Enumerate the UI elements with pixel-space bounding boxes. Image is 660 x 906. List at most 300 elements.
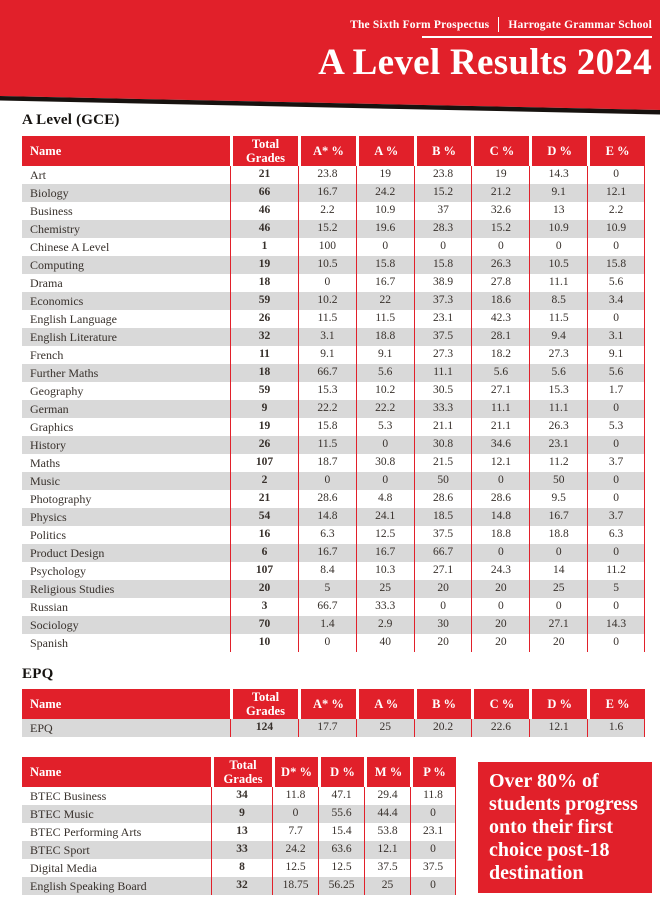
table-row: [22, 544, 645, 562]
value-cell: 11.5: [298, 310, 356, 328]
column-header: Total Grades: [230, 689, 298, 719]
table-row: [22, 400, 645, 418]
value-cell: 12.5: [272, 859, 318, 877]
total-grades-cell: 34: [211, 787, 272, 805]
value-cell: 20: [414, 580, 472, 598]
value-cell: 7.7: [272, 823, 318, 841]
value-cell: 22: [356, 292, 414, 310]
header-row: [22, 757, 456, 787]
epq-results-table: [22, 689, 645, 737]
row-name: Sociology: [30, 618, 79, 632]
value-cell: 1.4: [298, 616, 356, 634]
total-grades-cell: 19: [230, 418, 298, 436]
value-cell: 12.5: [318, 859, 364, 877]
value-cell: 100: [298, 238, 356, 256]
value-cell: 28.6: [414, 490, 472, 508]
total-grades-cell: 11: [230, 346, 298, 364]
value-cell: 23.1: [410, 823, 456, 841]
value-cell: 11.8: [410, 787, 456, 805]
value-cell: 24.2: [272, 841, 318, 859]
value-cell: 0: [272, 805, 318, 823]
row-name: BTEC Business: [30, 789, 107, 803]
table-row: [22, 562, 645, 580]
value-cell: 21.1: [471, 418, 529, 436]
total-grades-cell: 9: [230, 400, 298, 418]
value-cell: 20.2: [414, 719, 472, 737]
value-cell: 0: [414, 598, 472, 616]
page-title: A Level Results 2024: [318, 42, 652, 83]
value-cell: 23.1: [529, 436, 587, 454]
value-cell: 20: [529, 634, 587, 652]
value-cell: 28.3: [414, 220, 472, 238]
value-cell: 10.9: [587, 220, 645, 238]
table-row: [22, 166, 645, 184]
value-cell: 0: [587, 634, 645, 652]
value-cell: 24.1: [356, 508, 414, 526]
value-cell: 18.8: [471, 526, 529, 544]
total-grades-cell: 8: [211, 859, 272, 877]
value-cell: 29.4: [364, 787, 410, 805]
value-cell: 0: [529, 238, 587, 256]
value-cell: 27.8: [471, 274, 529, 292]
alevel-results-table: [22, 136, 645, 652]
value-cell: 0: [410, 805, 456, 823]
value-cell: 23.1: [414, 310, 472, 328]
value-cell: 0: [587, 166, 645, 184]
value-cell: 16.7: [356, 544, 414, 562]
total-grades-cell: 32: [230, 328, 298, 346]
value-cell: 66.7: [298, 364, 356, 382]
row-name: Spanish: [30, 636, 69, 650]
total-grades-cell: 46: [230, 202, 298, 220]
value-cell: 11.1: [529, 274, 587, 292]
table-row: [22, 526, 645, 544]
value-cell: 5.6: [529, 364, 587, 382]
table-row: [22, 418, 645, 436]
row-name: Photography: [30, 492, 92, 506]
column-header: A %: [356, 136, 414, 166]
value-cell: 19.6: [356, 220, 414, 238]
column-header: E %: [587, 136, 645, 166]
total-grades-cell: 54: [230, 508, 298, 526]
value-cell: 15.8: [298, 418, 356, 436]
value-cell: 16.7: [298, 184, 356, 202]
banner-meta: [350, 17, 652, 32]
row-name: Art: [30, 168, 46, 182]
row-name: BTEC Sport: [30, 843, 90, 857]
value-cell: 3.1: [298, 328, 356, 346]
value-cell: 8.5: [529, 292, 587, 310]
value-cell: 26.3: [529, 418, 587, 436]
value-cell: 19: [471, 166, 529, 184]
total-grades-cell: 32: [211, 877, 272, 895]
value-cell: 50: [414, 472, 472, 490]
value-cell: 28.1: [471, 328, 529, 346]
value-cell: 9.1: [356, 346, 414, 364]
row-name: History: [30, 438, 66, 452]
value-cell: 11.5: [356, 310, 414, 328]
total-grades-cell: 9: [211, 805, 272, 823]
value-cell: 26.3: [471, 256, 529, 274]
table-row: [22, 472, 645, 490]
value-cell: 23.8: [298, 166, 356, 184]
table-row: [22, 238, 645, 256]
value-cell: 10.2: [356, 382, 414, 400]
value-cell: 11.2: [529, 454, 587, 472]
value-cell: 20: [414, 634, 472, 652]
column-header: E %: [587, 689, 645, 719]
value-cell: 3.4: [587, 292, 645, 310]
table-row: [22, 490, 645, 508]
value-cell: 2.2: [587, 202, 645, 220]
value-cell: 15.3: [298, 382, 356, 400]
value-cell: 27.1: [471, 382, 529, 400]
row-name: English Literature: [30, 330, 117, 344]
value-cell: 24.3: [471, 562, 529, 580]
value-cell: 55.6: [318, 805, 364, 823]
table-row: [22, 382, 645, 400]
total-grades-cell: 26: [230, 310, 298, 328]
value-cell: 22.6: [471, 719, 529, 737]
table-row: [22, 328, 645, 346]
total-grades-cell: 59: [230, 382, 298, 400]
row-name: Chemistry: [30, 222, 80, 236]
column-header: D %: [529, 136, 587, 166]
total-grades-cell: 70: [230, 616, 298, 634]
value-cell: 2.9: [356, 616, 414, 634]
value-cell: 16.7: [356, 274, 414, 292]
value-cell: 9.1: [587, 346, 645, 364]
value-cell: 37.5: [410, 859, 456, 877]
total-grades-cell: 124: [230, 719, 298, 737]
row-name: Psychology: [30, 564, 87, 578]
value-cell: 0: [587, 238, 645, 256]
value-cell: 14.8: [471, 508, 529, 526]
value-cell: 18.7: [298, 454, 356, 472]
total-grades-cell: 18: [230, 364, 298, 382]
callout-line: Over 80% of: [489, 770, 599, 792]
row-name: Economics: [30, 294, 84, 308]
value-cell: 5: [587, 580, 645, 598]
value-cell: 10.9: [356, 202, 414, 220]
header-banner: [0, 0, 660, 118]
value-cell: 0: [529, 544, 587, 562]
value-cell: 27.3: [529, 346, 587, 364]
total-grades-cell: 33: [211, 841, 272, 859]
value-cell: 15.2: [414, 184, 472, 202]
value-cell: 23.8: [414, 166, 472, 184]
value-cell: 10.3: [356, 562, 414, 580]
column-header: Name: [22, 136, 230, 166]
value-cell: 4.8: [356, 490, 414, 508]
column-header: M %: [364, 757, 410, 787]
table-row: [22, 274, 645, 292]
value-cell: 6.3: [587, 526, 645, 544]
table-row: [22, 454, 645, 472]
value-cell: 44.4: [364, 805, 410, 823]
value-cell: 0: [356, 436, 414, 454]
value-cell: 5.6: [587, 274, 645, 292]
value-cell: 12.1: [471, 454, 529, 472]
value-cell: 9.4: [529, 328, 587, 346]
value-cell: 38.9: [414, 274, 472, 292]
value-cell: 0: [587, 310, 645, 328]
row-name: Drama: [30, 276, 63, 290]
value-cell: 0: [587, 490, 645, 508]
callout-line: choice post-18: [489, 839, 610, 861]
value-cell: 15.3: [529, 382, 587, 400]
column-header: D %: [529, 689, 587, 719]
total-grades-cell: 16: [230, 526, 298, 544]
value-cell: 1.7: [587, 382, 645, 400]
value-cell: 20: [471, 616, 529, 634]
value-cell: 56.25: [318, 877, 364, 895]
total-grades-cell: 6: [230, 544, 298, 562]
column-header: D* %: [272, 757, 318, 787]
value-cell: 12.1: [364, 841, 410, 859]
value-cell: 11.1: [471, 400, 529, 418]
banner-underline: [422, 36, 652, 38]
value-cell: 37.5: [414, 328, 472, 346]
row-name: Graphics: [30, 420, 74, 434]
value-cell: 53.8: [364, 823, 410, 841]
total-grades-cell: 19: [230, 256, 298, 274]
row-name: BTEC Performing Arts: [30, 825, 142, 839]
table-row: [22, 364, 645, 382]
value-cell: 37.3: [414, 292, 472, 310]
value-cell: 30: [414, 616, 472, 634]
value-cell: 30.5: [414, 382, 472, 400]
column-header: D %: [318, 757, 364, 787]
column-header: Name: [22, 757, 211, 787]
value-cell: 0: [471, 544, 529, 562]
value-cell: 22.2: [356, 400, 414, 418]
row-name: BTEC Music: [30, 807, 94, 821]
row-name: Religious Studies: [30, 582, 115, 596]
callout-line: onto their first: [489, 816, 614, 838]
value-cell: 0: [471, 598, 529, 616]
value-cell: 15.2: [471, 220, 529, 238]
value-cell: 25: [356, 580, 414, 598]
row-name: Product Design: [30, 546, 105, 560]
value-cell: 15.8: [587, 256, 645, 274]
value-cell: 14.3: [587, 616, 645, 634]
value-cell: 66.7: [298, 598, 356, 616]
table-row: [22, 616, 645, 634]
row-name: English Speaking Board: [30, 879, 147, 893]
value-cell: 21.1: [414, 418, 472, 436]
value-cell: 1.6: [587, 719, 645, 737]
value-cell: 0: [587, 472, 645, 490]
value-cell: 10.5: [298, 256, 356, 274]
row-name: Digital Media: [30, 861, 97, 875]
table-row: [22, 184, 645, 202]
row-name: Computing: [30, 258, 85, 272]
value-cell: 20: [471, 580, 529, 598]
value-cell: 27.1: [529, 616, 587, 634]
value-cell: 18.6: [471, 292, 529, 310]
value-cell: 18.8: [529, 526, 587, 544]
value-cell: 33.3: [356, 598, 414, 616]
value-cell: 8.4: [298, 562, 356, 580]
column-header: A* %: [298, 689, 356, 719]
value-cell: 0: [410, 841, 456, 859]
row-name: Russian: [30, 600, 69, 614]
table-row: [22, 877, 456, 895]
value-cell: 40: [356, 634, 414, 652]
value-cell: 11.5: [529, 310, 587, 328]
column-header: C %: [471, 136, 529, 166]
value-cell: 37.5: [364, 859, 410, 877]
column-header: A* %: [298, 136, 356, 166]
row-name: Business: [30, 204, 73, 218]
column-header: P %: [410, 757, 456, 787]
value-cell: 0: [587, 598, 645, 616]
value-cell: 0: [587, 400, 645, 418]
column-header: A %: [356, 689, 414, 719]
value-cell: 32.6: [471, 202, 529, 220]
value-cell: 0: [410, 877, 456, 895]
value-cell: 17.7: [298, 719, 356, 737]
total-grades-cell: 46: [230, 220, 298, 238]
total-grades-cell: 26: [230, 436, 298, 454]
table-row: [22, 598, 645, 616]
value-cell: 5: [298, 580, 356, 598]
total-grades-cell: 20: [230, 580, 298, 598]
row-name: Further Maths: [30, 366, 99, 380]
value-cell: 12.1: [587, 184, 645, 202]
total-grades-cell: 107: [230, 454, 298, 472]
value-cell: 14.3: [529, 166, 587, 184]
total-grades-cell: 107: [230, 562, 298, 580]
column-header: B %: [414, 136, 472, 166]
value-cell: 21.2: [471, 184, 529, 202]
progression-callout: [478, 762, 652, 893]
value-cell: 27.3: [414, 346, 472, 364]
row-name: Physics: [30, 510, 67, 524]
table-row: [22, 508, 645, 526]
value-cell: 0: [529, 598, 587, 616]
btec-results-table: [22, 757, 456, 895]
table-row: [22, 805, 456, 823]
value-cell: 12.1: [529, 719, 587, 737]
value-cell: 20: [471, 634, 529, 652]
value-cell: 15.8: [414, 256, 472, 274]
table-row: [22, 202, 645, 220]
total-grades-cell: 2: [230, 472, 298, 490]
value-cell: 14.8: [298, 508, 356, 526]
row-name: French: [30, 348, 64, 362]
prospectus-label: The Sixth Form Prospectus: [350, 18, 490, 31]
value-cell: 11.1: [414, 364, 472, 382]
value-cell: 19: [356, 166, 414, 184]
table-row: [22, 634, 645, 652]
value-cell: 0: [298, 472, 356, 490]
value-cell: 16.7: [529, 508, 587, 526]
row-name: Geography: [30, 384, 84, 398]
value-cell: 9.1: [529, 184, 587, 202]
total-grades-cell: 21: [230, 490, 298, 508]
value-cell: 5.6: [356, 364, 414, 382]
column-header: Total Grades: [230, 136, 298, 166]
value-cell: 11.5: [298, 436, 356, 454]
value-cell: 10.5: [529, 256, 587, 274]
table-row: [22, 256, 645, 274]
value-cell: 37.5: [414, 526, 472, 544]
row-name: Politics: [30, 528, 67, 542]
column-header: B %: [414, 689, 472, 719]
value-cell: 27.1: [414, 562, 472, 580]
total-grades-cell: 21: [230, 166, 298, 184]
value-cell: 9.5: [529, 490, 587, 508]
value-cell: 25: [364, 877, 410, 895]
value-cell: 10.2: [298, 292, 356, 310]
row-name: Chinese A Level: [30, 240, 110, 254]
value-cell: 5.3: [356, 418, 414, 436]
value-cell: 5.3: [587, 418, 645, 436]
value-cell: 24.2: [356, 184, 414, 202]
table-row: [22, 823, 456, 841]
value-cell: 16.7: [298, 544, 356, 562]
table-row: [22, 580, 645, 598]
epq-section-heading: EPQ: [22, 666, 54, 682]
header-row: [22, 136, 645, 166]
table-row: [22, 292, 645, 310]
value-cell: 47.1: [318, 787, 364, 805]
total-grades-cell: 13: [211, 823, 272, 841]
table-row: [22, 436, 645, 454]
value-cell: 13: [529, 202, 587, 220]
value-cell: 3.7: [587, 508, 645, 526]
value-cell: 18.2: [471, 346, 529, 364]
value-cell: 33.3: [414, 400, 472, 418]
column-header: Total Grades: [211, 757, 272, 787]
value-cell: 34.6: [471, 436, 529, 454]
total-grades-cell: 18: [230, 274, 298, 292]
value-cell: 25: [356, 719, 414, 737]
total-grades-cell: 66: [230, 184, 298, 202]
table-row: [22, 719, 645, 737]
value-cell: 0: [356, 238, 414, 256]
divider: [498, 17, 499, 32]
value-cell: 25: [529, 580, 587, 598]
school-name: Harrogate Grammar School: [508, 18, 652, 31]
value-cell: 6.3: [298, 526, 356, 544]
value-cell: 2.2: [298, 202, 356, 220]
table-row: [22, 841, 456, 859]
value-cell: 0: [587, 436, 645, 454]
value-cell: 30.8: [356, 454, 414, 472]
row-name: Maths: [30, 456, 60, 470]
value-cell: 18.8: [356, 328, 414, 346]
value-cell: 15.2: [298, 220, 356, 238]
value-cell: 30.8: [414, 436, 472, 454]
callout-line: destination: [489, 862, 584, 884]
callout-line: students progress: [489, 793, 638, 815]
row-name: Music: [30, 474, 60, 488]
value-cell: 22.2: [298, 400, 356, 418]
value-cell: 10.9: [529, 220, 587, 238]
value-cell: 9.1: [298, 346, 356, 364]
table-row: [22, 310, 645, 328]
value-cell: 0: [587, 544, 645, 562]
row-name: EPQ: [30, 721, 53, 735]
row-name: Biology: [30, 186, 69, 200]
value-cell: 15.8: [356, 256, 414, 274]
value-cell: 0: [471, 472, 529, 490]
value-cell: 0: [414, 238, 472, 256]
total-grades-cell: 1: [230, 238, 298, 256]
